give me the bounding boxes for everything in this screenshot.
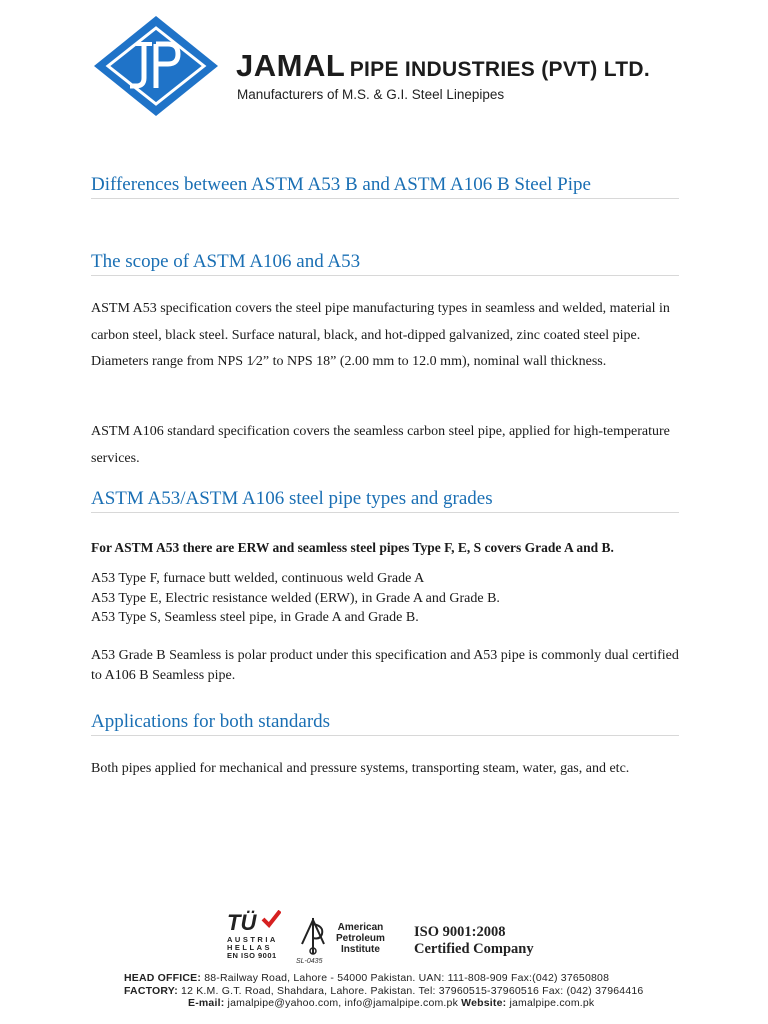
tuv-line: HELLAS	[227, 943, 272, 952]
title-divider	[91, 198, 679, 199]
iso-certification	[414, 924, 534, 958]
api-line: Institute	[341, 944, 380, 955]
list-item: A53 Type S, Seamless steel pipe, in Grade A and Grade B.	[91, 610, 419, 625]
email-addresses[interactable]: jamalpipe@yahoo.com, info@jamalpipe.com.pk	[227, 997, 459, 1009]
paragraph-applications: Both pipes applied for mechanical and pressure systems, transporting steam, water, gas, and etc.	[91, 761, 630, 776]
section-heading-types-grades: ASTM A53/ASTM A106 steel pipe types and grades	[91, 488, 493, 509]
paragraph-a106-scope: ASTM A106 standard specification covers the seamless carbon steel pipe, applied for high-temperature services.	[91, 424, 670, 466]
tuv-certification-logo	[227, 910, 281, 960]
company-name-main: JAMAL	[236, 48, 346, 83]
paragraph-a53-scope: ASTM A53 specification covers the steel pipe manufacturing types in seamless and welded, material in carbon steel, black steel. Surface natural, black, and hot-dipped galvanized, zinc coated steel pipe. Diameters range from NPS 1⁄2” to NPS 18” (2.00 mm to 12.0 mm), nominal wall thickness.	[91, 301, 670, 369]
website-link[interactable]: jamalpipe.com.pk	[509, 997, 595, 1009]
email-label: E-mail:	[188, 997, 225, 1009]
website-label: Website:	[461, 997, 507, 1009]
contact-line	[188, 997, 594, 1009]
section-heading-scope: The scope of ASTM A106 and A53	[91, 251, 361, 272]
api-line: Petroleum	[336, 933, 385, 944]
section-divider	[91, 735, 679, 736]
company-name-rest: PIPE INDUSTRIES (PVT) LTD.	[349, 58, 650, 81]
api-certification-text	[336, 922, 385, 955]
factory-label: FACTORY:	[124, 984, 178, 997]
api-line: American	[337, 922, 384, 933]
head-office-label: HEAD OFFICE:	[124, 972, 202, 984]
api-license-number: SL-0435	[296, 958, 323, 965]
company-name	[236, 48, 650, 84]
section-divider	[91, 275, 679, 276]
checkmark-icon	[261, 910, 281, 928]
iso-line: Certified Company	[414, 941, 534, 957]
company-logo	[92, 14, 220, 118]
list-item: A53 Type E, Electric resistance welded (ERW), in Grade A and Grade B.	[91, 590, 500, 606]
page-title: Differences between ASTM A53 B and ASTM A106 B Steel Pipe	[91, 174, 591, 195]
head-office-address: 88-Railway Road, Lahore - 54000 Pakistan. UAN: 111-808-909 Fax:(042) 37650808	[204, 972, 610, 984]
section-heading-applications: Applications for both standards	[91, 711, 331, 732]
paragraph-grade-b: A53 Grade B Seamless is polar product under this specification and A53 pipe is commonly dual certified to A106 B Seamless pipe.	[91, 648, 679, 683]
head-office-line	[124, 972, 609, 984]
section-divider	[91, 512, 679, 513]
tuv-mark: TÜ	[227, 910, 257, 935]
api-monogram-icon	[298, 916, 328, 956]
tuv-line: AUSTRIA	[227, 935, 278, 944]
factory-address: 12 K.M. G.T. Road, Shahdara, Lahore. Pakistan. Tel: 37960515-37960516 Fax: (042) 37964416	[181, 984, 644, 997]
tuv-line: EN ISO 9001	[227, 951, 277, 960]
types-intro-bold: For ASTM A53 there are ERW and seamless steel pipes Type F, E, S covers Grade A and B.	[91, 540, 614, 555]
list-item: A53 Type F, furnace butt welded, continuous weld Grade A	[91, 571, 425, 586]
factory-line	[124, 985, 643, 997]
company-tagline: Manufacturers of M.S. & G.I. Steel Linepipes	[237, 87, 505, 102]
iso-line: ISO 9001:2008	[414, 924, 506, 940]
